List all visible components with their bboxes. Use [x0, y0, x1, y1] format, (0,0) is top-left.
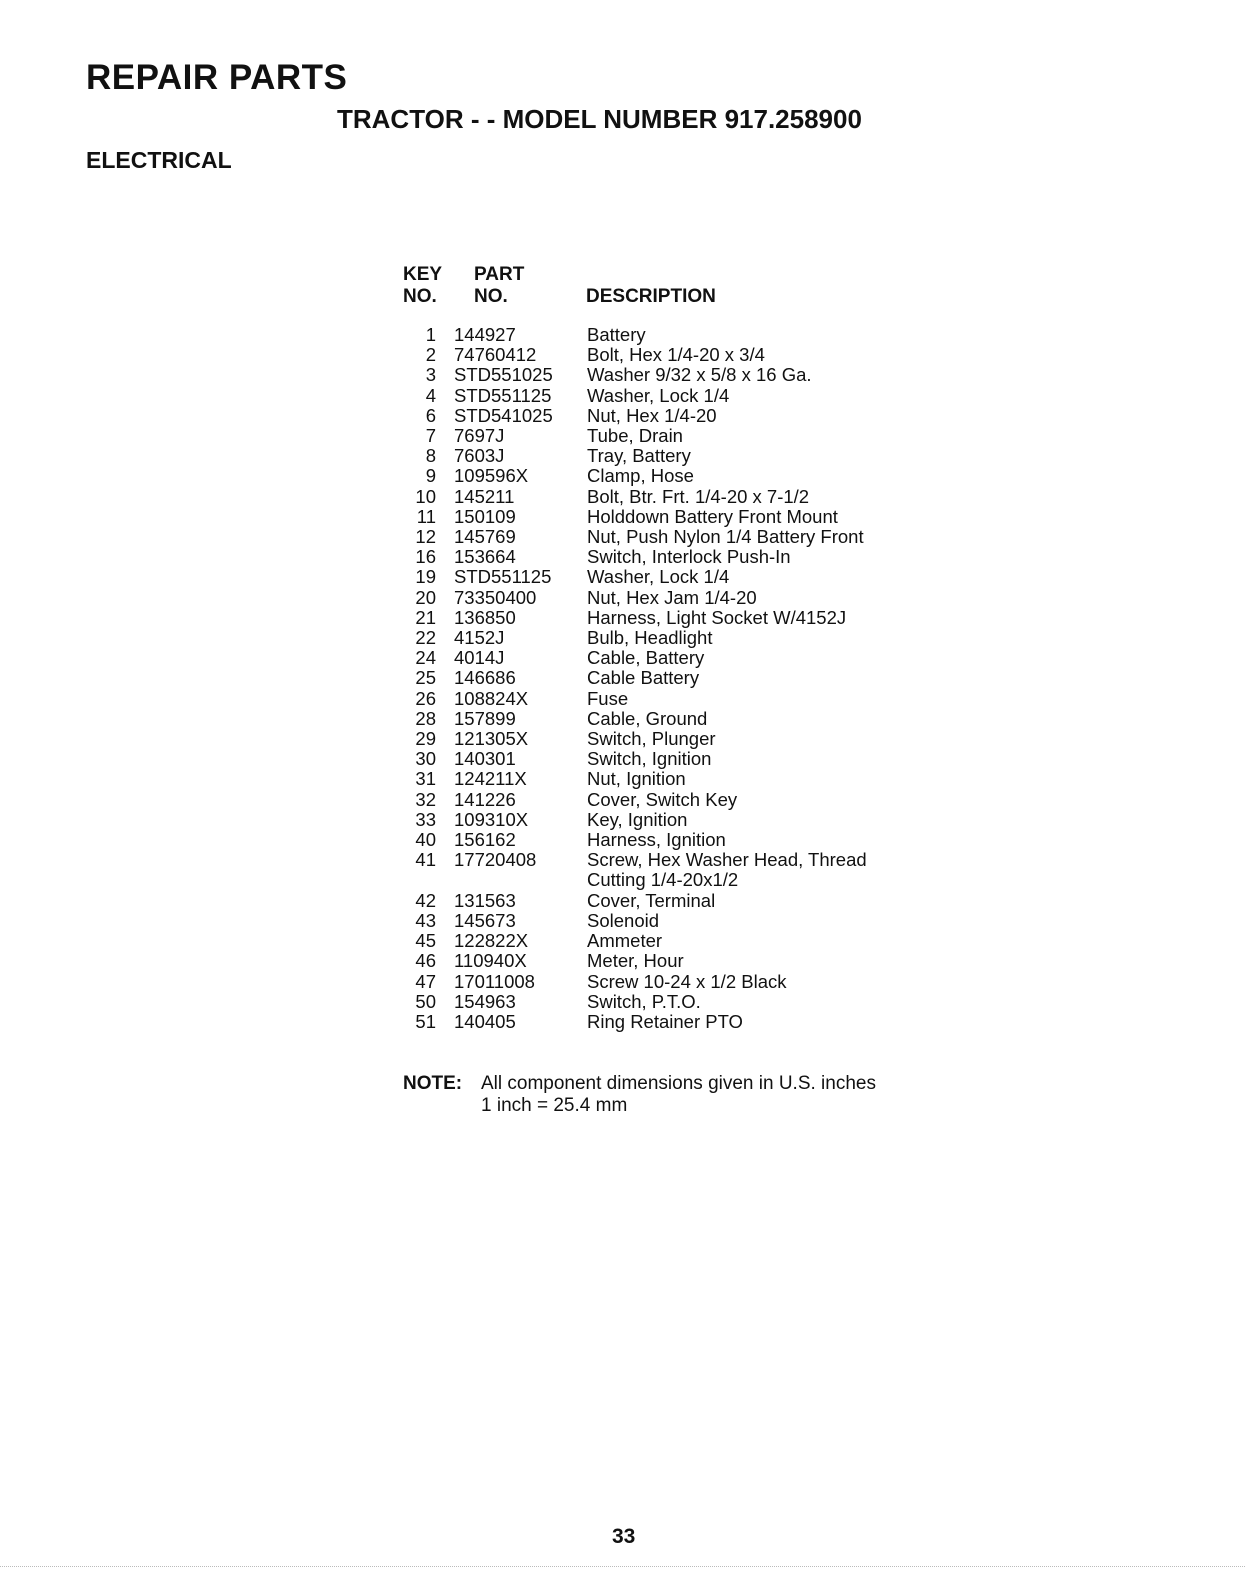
part-description: Clamp, Hose — [587, 465, 694, 487]
table-row — [398, 972, 918, 992]
table-row — [398, 386, 918, 406]
key-number: 32 — [415, 788, 436, 810]
table-row — [398, 608, 918, 628]
key-number: 24 — [415, 647, 436, 669]
part-description: Harness, Ignition — [587, 829, 726, 851]
table-row — [398, 527, 918, 547]
page-number: 33 — [612, 1525, 636, 1548]
part-description: Tube, Drain — [587, 425, 683, 447]
note — [403, 1073, 876, 1117]
part-number: 136850 — [454, 606, 516, 628]
key-number: 1 — [425, 324, 436, 345]
table-row — [398, 668, 918, 688]
key-number: 21 — [415, 606, 436, 628]
part-number: 157899 — [454, 707, 516, 729]
key-number: 12 — [415, 526, 436, 548]
key-number: 50 — [415, 990, 436, 1012]
part-number: 7697J — [454, 425, 505, 447]
part-description: Harness, Light Socket W/4152J — [587, 606, 847, 628]
table-row — [398, 709, 918, 729]
part-number: 145673 — [454, 909, 516, 931]
part-description: Battery — [587, 324, 646, 345]
part-description: Cable, Ground — [587, 707, 708, 729]
key-number: 26 — [415, 687, 436, 709]
table-row — [398, 911, 918, 931]
table-row — [398, 446, 918, 466]
table-row — [398, 769, 918, 789]
part-description: Cable, Battery — [587, 647, 705, 669]
part-description: Nut, Push Nylon 1/4 Battery Front — [587, 526, 864, 548]
table-row — [398, 790, 918, 810]
table-row — [398, 567, 918, 587]
part-description: Tray, Battery — [587, 445, 691, 467]
part-number: 4152J — [454, 627, 505, 649]
table-row — [398, 891, 918, 911]
part-column-header-line1: PART — [474, 264, 525, 285]
key-column-header-line2: NO. — [403, 286, 437, 307]
key-number: 45 — [415, 930, 436, 952]
part-description: Meter, Hour — [587, 950, 684, 972]
part-number: 121305X — [454, 728, 529, 750]
key-number: 28 — [415, 707, 436, 729]
part-description: Bolt, Hex 1/4-20 x 3/4 — [587, 344, 765, 366]
key-number: 19 — [415, 566, 436, 588]
key-number: 33 — [415, 808, 436, 830]
table-row — [398, 951, 918, 971]
part-description: Bulb, Headlight — [587, 627, 713, 649]
part-description: Solenoid — [587, 909, 660, 931]
note-line-1: All component dimensions given in U.S. inches — [481, 1073, 876, 1094]
part-description: Switch, Plunger — [587, 728, 716, 750]
part-description: Ring Retainer PTO — [587, 1010, 743, 1032]
part-description: Nut, Hex Jam 1/4-20 — [587, 586, 757, 608]
description-column-header: DESCRIPTION — [586, 286, 716, 307]
table-row — [398, 850, 918, 870]
part-description: Holddown Battery Front Mount — [587, 505, 838, 527]
part-number: 7603J — [454, 445, 505, 467]
part-number: 17011008 — [454, 970, 535, 992]
key-number: 47 — [415, 970, 436, 992]
key-number: 41 — [415, 849, 436, 871]
table-row — [398, 426, 918, 446]
key-column-header-line1: KEY — [403, 264, 443, 285]
section-title: ELECTRICAL — [86, 147, 232, 173]
key-number: 25 — [415, 667, 436, 689]
part-number: STD551125 — [454, 384, 552, 406]
part-description: Screw 10-24 x 1/2 Black — [587, 970, 787, 992]
part-number: STD551125 — [454, 566, 552, 588]
key-number: 20 — [415, 586, 436, 608]
model-subtitle: TRACTOR - - MODEL NUMBER 917.258900 — [337, 104, 862, 134]
part-number: 73350400 — [454, 586, 537, 608]
part-description: Bolt, Btr. Frt. 1/4-20 x 7-1/2 — [587, 485, 810, 507]
key-number: 46 — [415, 950, 436, 972]
table-row — [398, 345, 918, 365]
part-number: 131563 — [454, 889, 516, 911]
part-number: 145211 — [454, 485, 515, 507]
table-row — [398, 547, 918, 567]
part-number: 108824X — [454, 687, 529, 709]
bottom-divider — [0, 1566, 1245, 1567]
part-number: 144927 — [454, 324, 516, 345]
part-number: 140405 — [454, 1010, 516, 1032]
part-number: 122822X — [454, 930, 529, 952]
part-number: 4014J — [454, 647, 505, 669]
part-number: 150109 — [454, 505, 516, 527]
note-label: NOTE: — [403, 1073, 463, 1094]
key-number: 8 — [425, 445, 436, 467]
table-row — [398, 648, 918, 668]
part-description: Nut, Hex 1/4-20 — [587, 404, 717, 426]
part-description: Washer 9/32 x 5/8 x 16 Ga. — [587, 364, 812, 386]
part-description-continued: Cutting 1/4-20x1/2 — [587, 869, 739, 891]
key-number: 40 — [415, 829, 436, 851]
part-description: Switch, P.T.O. — [587, 990, 701, 1012]
key-number: 9 — [425, 465, 436, 487]
key-number: 7 — [425, 425, 436, 447]
table-row — [398, 931, 918, 951]
key-number: 11 — [416, 505, 436, 527]
part-description: Key, Ignition — [587, 808, 688, 830]
part-number: 153664 — [454, 546, 516, 568]
table-row — [398, 689, 918, 709]
table-row — [398, 588, 918, 608]
table-row — [398, 992, 918, 1012]
part-number: 146686 — [454, 667, 516, 689]
part-number: STD551025 — [454, 364, 553, 386]
part-number: 74760412 — [454, 344, 537, 366]
part-description: Nut, Ignition — [587, 768, 686, 790]
part-description: Cable Battery — [587, 667, 700, 689]
part-description: Cover, Terminal — [587, 889, 716, 911]
key-number: 6 — [425, 404, 436, 426]
part-description: Washer, Lock 1/4 — [587, 384, 730, 406]
key-number: 2 — [425, 344, 436, 366]
part-description: Cover, Switch Key — [587, 788, 738, 810]
table-row — [398, 507, 918, 527]
table-row-continuation — [398, 870, 918, 890]
key-number: 43 — [415, 909, 436, 931]
part-number: 124211X — [454, 768, 527, 790]
part-description: Screw, Hex Washer Head, Thread — [587, 849, 867, 871]
part-column-header-line2: NO. — [474, 286, 508, 307]
part-description: Washer, Lock 1/4 — [587, 566, 730, 588]
table-row — [398, 729, 918, 749]
part-number: 141226 — [454, 788, 516, 810]
table-row — [398, 487, 918, 507]
table-row — [398, 365, 918, 385]
table-row — [398, 749, 918, 769]
part-description: Switch, Ignition — [587, 748, 712, 770]
part-number: 109310X — [454, 808, 529, 830]
part-number: 17720408 — [454, 849, 537, 871]
part-number: 110940X — [454, 950, 527, 972]
table-row — [398, 628, 918, 648]
part-number: 109596X — [454, 465, 529, 487]
key-number: 22 — [415, 627, 436, 649]
part-description: Switch, Interlock Push-In — [587, 546, 791, 568]
parts-list — [398, 325, 918, 1032]
part-number: 156162 — [454, 829, 516, 851]
table-row — [398, 830, 918, 850]
table-row — [398, 325, 918, 345]
key-number: 30 — [415, 748, 436, 770]
key-number: 51 — [415, 1010, 436, 1032]
part-number: 145769 — [454, 526, 516, 548]
note-text — [481, 1073, 876, 1117]
key-number: 42 — [415, 889, 436, 911]
key-number: 16 — [415, 546, 436, 568]
part-number: 154963 — [454, 990, 516, 1012]
key-number: 4 — [425, 384, 436, 406]
table-row — [398, 1012, 918, 1032]
page-title: REPAIR PARTS — [86, 58, 348, 97]
note-line-2: 1 inch = 25.4 mm — [481, 1095, 628, 1116]
table-row — [398, 810, 918, 830]
table-row — [398, 466, 918, 486]
part-description: Fuse — [587, 687, 629, 709]
table-row — [398, 406, 918, 426]
key-number: 31 — [415, 768, 436, 790]
part-number: 140301 — [454, 748, 516, 770]
key-number: 3 — [425, 364, 436, 386]
key-number: 10 — [415, 485, 436, 507]
key-number: 29 — [415, 728, 436, 750]
part-number: STD541025 — [454, 404, 553, 426]
part-description: Ammeter — [587, 930, 663, 952]
